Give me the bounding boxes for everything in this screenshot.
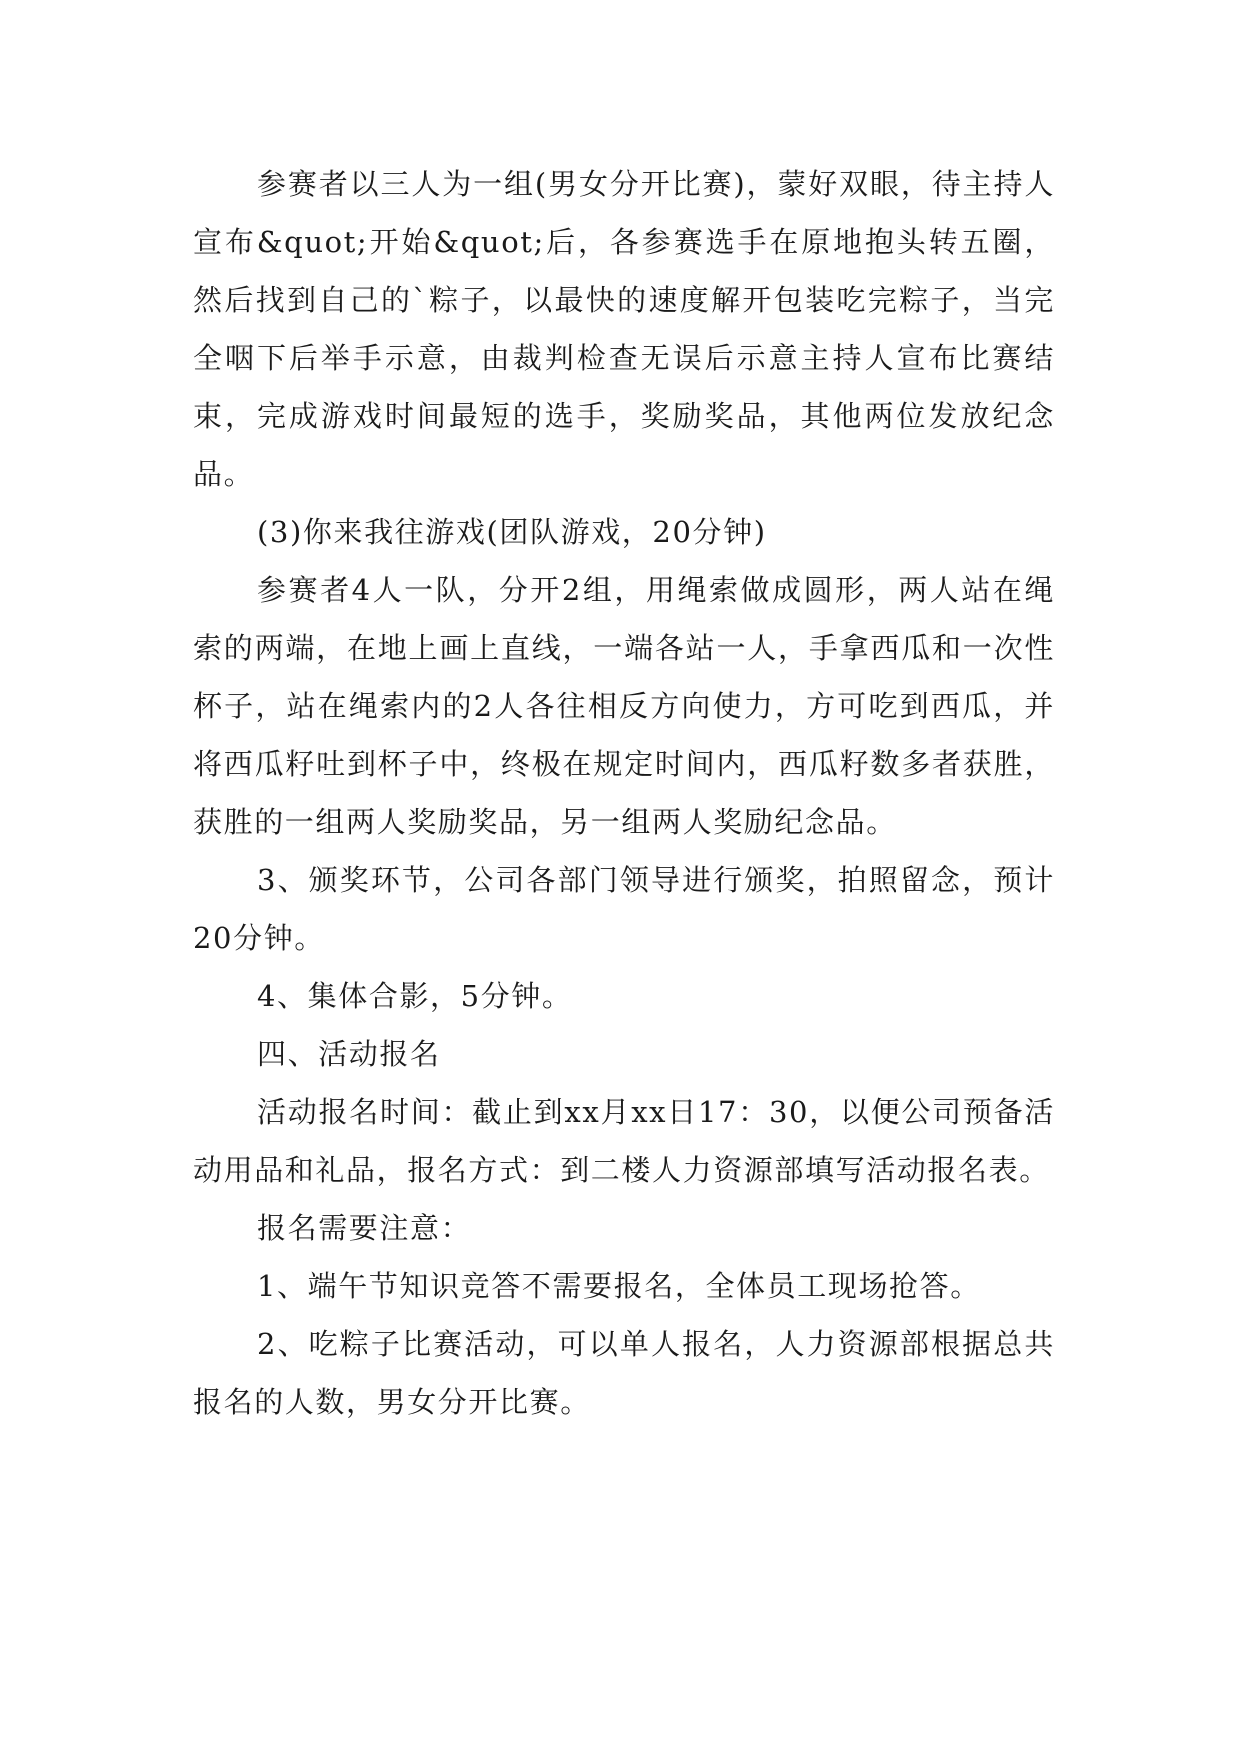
paragraph-award-ceremony: 3、颁奖环节，公司各部门领导进行颁奖，拍照留念，预计20分钟。 — [193, 863, 1055, 955]
section-heading-registration: 四、活动报名 — [257, 1037, 441, 1071]
paragraph-game-3-rules: 参赛者4人一队，分开2组，用绳索做成圆形，两人站在绳索的两端，在地上画上直线，一端各站一人，手拿西瓜和一次性杯子，站在绳索内的2人各往相反方向使力，方可吃到西瓜，并将西瓜籽吐到杯子中，终极在规定时间内，西瓜籽数多者获胜，获胜的一组两人奖励奖品，另一组两人奖励纪念品。 — [193, 573, 1055, 839]
paragraph-registration-notes-heading: 报名需要注意： — [257, 1211, 472, 1245]
paragraph-blindfold-rules: 参赛者以三人为一组(男女分开比赛)，蒙好双眼，待主持人宣布&quot;开始&quot;后，各参赛选手在原地抱头转五圈，然后找到自己的`粽子，以最快的速度解开包装吃完粽子，当完全咽下后举手示意，由裁判检查无误后示意主持人宣布比赛结束，完成游戏时间最短的选手，奖励奖品，其他两位发放纪念品。 — [193, 167, 1055, 491]
paragraph-registration-time: 活动报名时间：截止到xx月xx日17：30，以便公司预备活动用品和礼品，报名方式：到二楼人力资源部填写活动报名表。 — [193, 1095, 1055, 1187]
paragraph-game-3-title: (3)你来我往游戏(团队游戏，20分钟) — [257, 515, 767, 549]
paragraph-group-photo: 4、集体合影，5分钟。 — [257, 979, 573, 1013]
paragraph-note-2: 2、吃粽子比赛活动，可以单人报名，人力资源部根据总共报名的人数，男女分开比赛。 — [193, 1327, 1055, 1419]
paragraph-note-1: 1、端午节知识竞答不需要报名，全体员工现场抢答。 — [257, 1269, 981, 1303]
document-body — [193, 155, 1055, 1431]
